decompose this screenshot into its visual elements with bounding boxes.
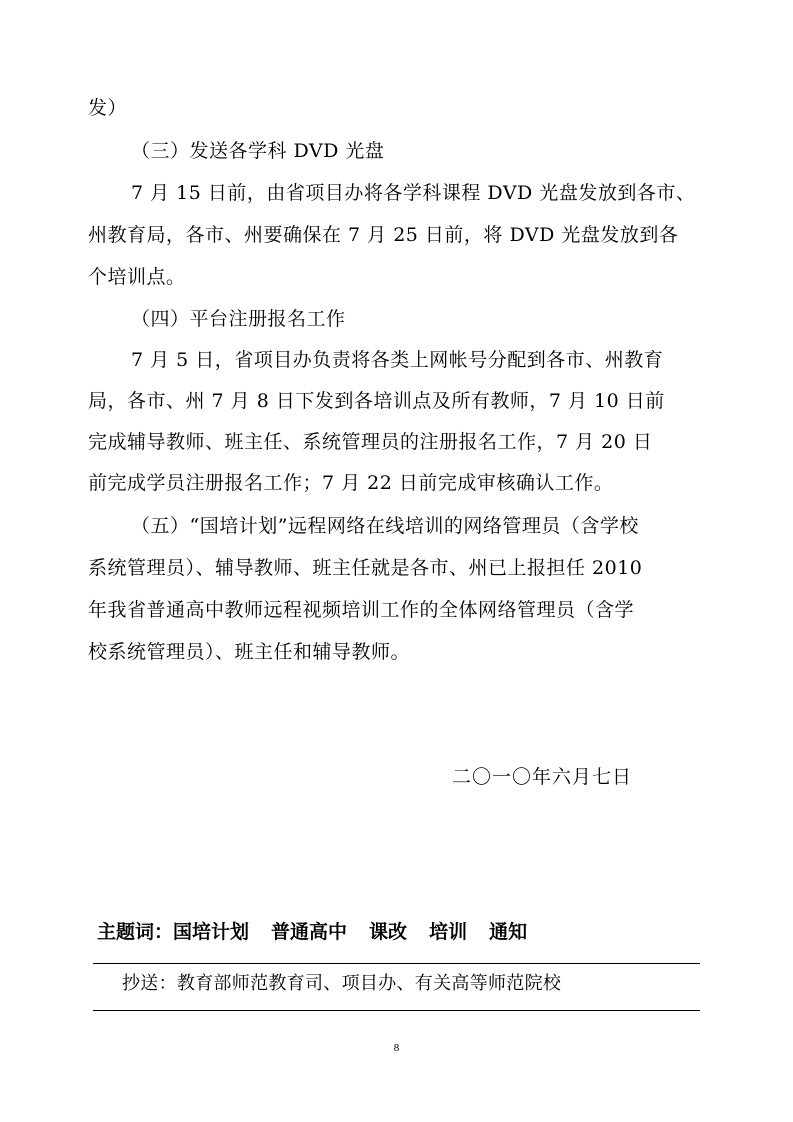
cc-recipients: 抄送：教育部师范教育司、项目办、有关高等师范院校 [122,973,562,994]
page-number: 8 [393,1042,400,1054]
paragraph-line: 发） [88,97,128,119]
section-heading-registration: （四）平台注册报名工作 [131,308,346,330]
divider-top [93,963,700,964]
keyword-item: 通知 [489,921,528,943]
keywords-label: 主题词： [97,921,174,943]
paragraph-line: 个培训点。 [88,266,186,288]
document-date: 二〇一〇年六月七日 [452,766,633,788]
paragraph-line: 州教育局，各市、州要确保在 7 月 25 日前，将 DVD 光盘发放到各 [88,224,679,246]
paragraph-line: 校系统管理员）、班主任和辅导教师。 [88,641,411,663]
paragraph-line: 年我省普通高中教师远程视频培训工作的全体网络管理员（含学 [88,599,635,621]
paragraph-line: 前完成学员注册报名工作；7 月 22 日前完成审核确认工作。 [88,472,614,494]
paragraph-line: 7 月 5 日，省项目办负责将各类上网帐号分配到各市、州教育 [131,349,664,371]
section-heading-staff: （五）“国培计划”远程网络在线培训的网络管理员（含学校 [131,515,639,537]
keyword-item: 课改 [369,921,408,943]
divider-bottom [93,1010,700,1011]
keyword-item: 培训 [429,921,468,943]
paragraph-line: 7 月 15 日前，由省项目办将各学科课程 DVD 光盘发放到各市、 [131,182,696,204]
keyword-item: 普通高中 [271,921,348,943]
subject-keywords [97,920,549,944]
paragraph-line: 完成辅导教师、班主任、系统管理员的注册报名工作，7 月 20 日 [88,431,653,453]
keyword-item: 国培计划 [173,921,250,943]
paragraph-line: 系统管理员）、辅导教师、班主任就是各市、州已上报担任 2010 [88,557,643,579]
section-heading-dvd: （三）发送各学科 DVD 光盘 [131,140,385,162]
paragraph-line: 局，各市、州 7 月 8 日下发到各培训点及所有教师，7 月 10 日前 [88,390,665,412]
